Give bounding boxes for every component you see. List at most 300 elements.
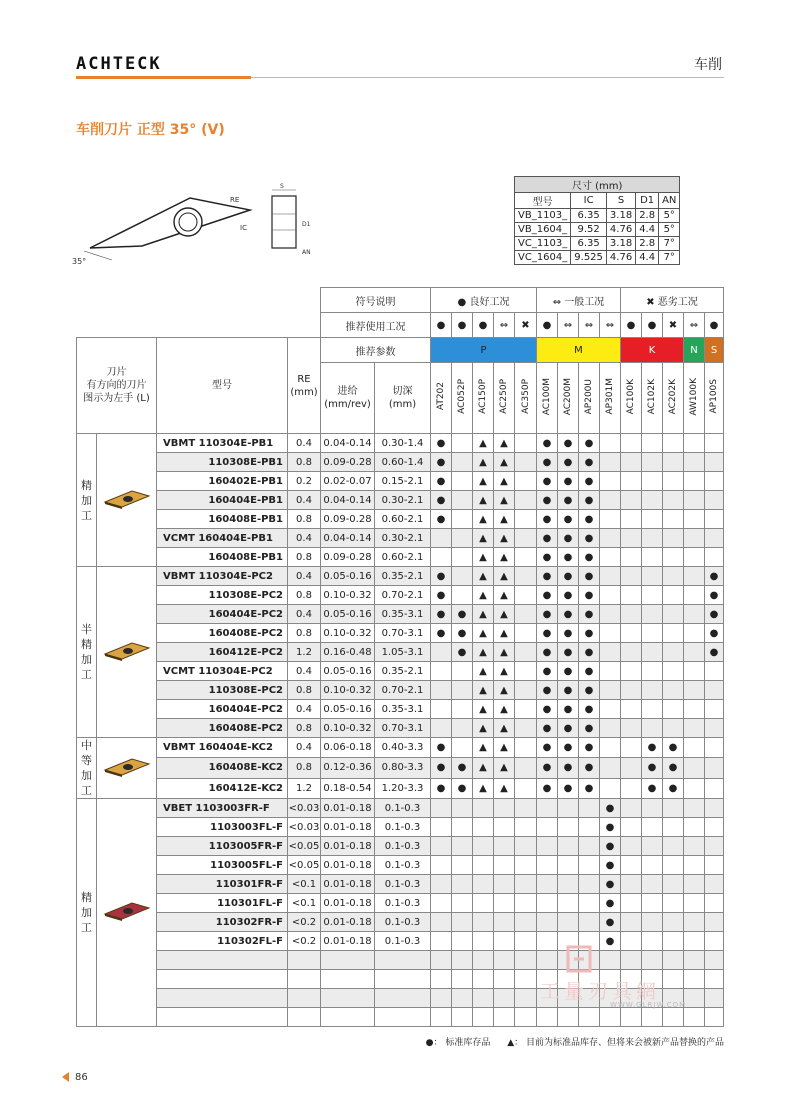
grade-mark xyxy=(537,856,558,875)
insert-image xyxy=(97,738,157,799)
dims-cell: 4.76 xyxy=(606,251,635,265)
grade-mark: ● xyxy=(642,778,663,798)
dims-cell: 3.18 xyxy=(606,237,635,251)
grade-mark: ● xyxy=(579,605,600,624)
model-cell: 160412E-KC2 xyxy=(157,778,288,798)
grade-mark xyxy=(705,738,724,758)
grade-mark xyxy=(452,586,473,605)
header-accent-rule xyxy=(76,76,251,79)
grade-mark xyxy=(642,932,663,951)
section-label: 车削 xyxy=(694,57,722,73)
grade-mark xyxy=(663,856,684,875)
grade-mark xyxy=(663,1008,684,1027)
grade-mark xyxy=(600,586,621,605)
grade-mark xyxy=(705,472,724,491)
grade-mark xyxy=(515,989,537,1008)
grade-mark xyxy=(621,643,642,662)
model-cell: VBMT 160404E-KC2 xyxy=(157,738,288,758)
insert-photo-icon xyxy=(102,640,152,662)
grade-mark xyxy=(642,951,663,970)
grade-mark: ▲ xyxy=(473,624,494,643)
grade-mark: ● xyxy=(431,605,452,624)
grade-mark: ● xyxy=(558,548,579,567)
grade-mark xyxy=(642,624,663,643)
grade-mark xyxy=(684,434,705,453)
grade-mark xyxy=(705,932,724,951)
page-number-area xyxy=(62,1072,88,1083)
grade-mark xyxy=(537,1008,558,1027)
re-cell: 0.4 xyxy=(288,491,321,510)
grade-mark: ▲ xyxy=(473,700,494,719)
insert-hole-outer xyxy=(174,208,202,236)
depth-cell xyxy=(375,970,431,989)
grade-mark xyxy=(515,662,537,681)
grade-mark xyxy=(642,472,663,491)
grade-mark xyxy=(705,1008,724,1027)
model-cell: 160408E-PB1 xyxy=(157,548,288,567)
grade-mark: ● xyxy=(642,738,663,758)
model-cell: VCMT 160404E-PB1 xyxy=(157,529,288,548)
symbol-general: ⇔ 一般工况 xyxy=(537,288,621,313)
grade-mark xyxy=(452,453,473,472)
depth-cell: 0.40-3.3 xyxy=(375,738,431,758)
symbol-bad: ✖ 恶劣工况 xyxy=(621,288,724,313)
dims-cell: 7° xyxy=(659,237,680,251)
grade-mark xyxy=(579,856,600,875)
table-row xyxy=(77,605,724,624)
grade-mark xyxy=(705,799,724,818)
grade-mark xyxy=(621,932,642,951)
re-cell: <0.05 xyxy=(288,856,321,875)
grade-mark xyxy=(579,1008,600,1027)
grade-mark: ● xyxy=(579,778,600,798)
grade-mark xyxy=(600,681,621,700)
label-s: S xyxy=(280,183,284,190)
re-cell: <0.2 xyxy=(288,913,321,932)
depth-cell: 0.60-1.4 xyxy=(375,453,431,472)
grade-mark: ● xyxy=(558,605,579,624)
grade-mark xyxy=(494,932,515,951)
grade-mark xyxy=(473,799,494,818)
grade-mark xyxy=(684,605,705,624)
condition-symbol: ✖ xyxy=(515,313,537,338)
condition-symbol: ● xyxy=(642,313,663,338)
grade-mark xyxy=(642,605,663,624)
watermark-logo xyxy=(540,945,620,979)
grade-mark xyxy=(663,719,684,738)
grade-label: AC202K xyxy=(668,378,678,415)
grade-mark xyxy=(642,434,663,453)
grade-mark: ● xyxy=(537,434,558,453)
depth-cell: 0.60-2.1 xyxy=(375,548,431,567)
grade-mark: ● xyxy=(558,624,579,643)
grade-mark xyxy=(515,758,537,778)
grade-mark xyxy=(515,951,537,970)
grade-mark xyxy=(600,738,621,758)
grade-mark xyxy=(431,700,452,719)
grade-mark xyxy=(452,700,473,719)
grade-mark xyxy=(642,719,663,738)
table-row xyxy=(77,529,724,548)
brand-logo: ACHTECK xyxy=(76,54,162,74)
grade-ac200m xyxy=(558,363,579,434)
depth-cell: 0.70-2.1 xyxy=(375,586,431,605)
grade-mark xyxy=(705,681,724,700)
grade-mark xyxy=(494,1008,515,1027)
grade-mark xyxy=(621,1008,642,1027)
grade-mark xyxy=(452,989,473,1008)
grade-mark xyxy=(600,624,621,643)
grade-mark xyxy=(684,1008,705,1027)
model-cell: 1103005FL-F xyxy=(157,856,288,875)
grade-mark xyxy=(558,799,579,818)
dims-cell: 2.8 xyxy=(636,209,659,223)
grade-mark: ● xyxy=(600,932,621,951)
grade-mark xyxy=(558,913,579,932)
grade-mark: ▲ xyxy=(494,738,515,758)
re-cell: <0.03 xyxy=(288,818,321,837)
grade-mark xyxy=(642,567,663,586)
re-cell: 0.4 xyxy=(288,662,321,681)
label-an: AN xyxy=(302,249,311,256)
grade-mark xyxy=(642,491,663,510)
depth-cell: 0.60-2.1 xyxy=(375,510,431,529)
model-cell: VBMT 110304E-PB1 xyxy=(157,434,288,453)
dimensions-table xyxy=(514,176,680,265)
grade-mark: ▲ xyxy=(494,510,515,529)
feed-header: 进给 (mm/rev) xyxy=(321,363,375,434)
grade-mark xyxy=(452,818,473,837)
grade-mark: ● xyxy=(537,662,558,681)
re-cell xyxy=(288,1008,321,1027)
grade-mark xyxy=(705,491,724,510)
grade-mark xyxy=(452,662,473,681)
grade-mark xyxy=(705,951,724,970)
grade-mark xyxy=(684,989,705,1008)
grade-mark xyxy=(621,894,642,913)
grade-mark xyxy=(494,970,515,989)
grade-mark xyxy=(684,643,705,662)
insert-side-view xyxy=(272,196,296,248)
model-cell: 160408E-PC2 xyxy=(157,719,288,738)
grade-mark: ● xyxy=(600,856,621,875)
grade-mark xyxy=(452,510,473,529)
re-cell: 0.4 xyxy=(288,567,321,586)
feed-cell: 0.02-0.07 xyxy=(321,472,375,491)
insert-image xyxy=(97,799,157,1027)
grade-mark xyxy=(705,818,724,837)
dims-header-2: S xyxy=(606,193,635,209)
grade-mark: ▲ xyxy=(494,643,515,662)
insert-photo-icon xyxy=(102,756,152,778)
grade-mark: ● xyxy=(537,586,558,605)
re-cell: <0.1 xyxy=(288,875,321,894)
grade-mark: ● xyxy=(537,453,558,472)
grade-mark: ▲ xyxy=(494,778,515,798)
insert-image xyxy=(97,434,157,567)
condition-symbol: ● xyxy=(621,313,642,338)
grade-mark xyxy=(705,989,724,1008)
grade-mark: ▲ xyxy=(494,567,515,586)
feed-cell: 0.16-0.48 xyxy=(321,643,375,662)
insert-outline xyxy=(90,198,250,248)
legend xyxy=(412,1035,724,1048)
grade-mark: ▲ xyxy=(494,434,515,453)
grade-mark xyxy=(600,548,621,567)
grade-selection-table xyxy=(76,287,724,1027)
grade-mark xyxy=(515,837,537,856)
grade-mark xyxy=(579,913,600,932)
grade-mark: ● xyxy=(452,758,473,778)
condition-symbol: ⇔ xyxy=(579,313,600,338)
grade-mark xyxy=(705,510,724,529)
feed-cell: 0.01-0.18 xyxy=(321,818,375,837)
feed-cell: 0.10-0.32 xyxy=(321,681,375,700)
grade-mark xyxy=(452,951,473,970)
insert-photo-icon xyxy=(102,900,152,922)
table-row xyxy=(77,738,724,758)
grade-mark: ▲ xyxy=(473,586,494,605)
grade-mark: ● xyxy=(452,778,473,798)
grade-mark: ● xyxy=(579,624,600,643)
re-cell: <0.05 xyxy=(288,837,321,856)
grade-mark xyxy=(705,548,724,567)
grade-mark: ● xyxy=(579,643,600,662)
grade-mark xyxy=(621,529,642,548)
grade-mark xyxy=(663,643,684,662)
grade-mark xyxy=(600,719,621,738)
grade-mark: ● xyxy=(558,738,579,758)
grade-mark xyxy=(684,491,705,510)
grade-mark: ● xyxy=(579,758,600,778)
material-group-n: N xyxy=(684,338,705,363)
grade-mark: ● xyxy=(431,453,452,472)
params-header: 推荐参数 xyxy=(321,338,431,363)
grade-mark xyxy=(515,894,537,913)
table-row xyxy=(77,913,724,932)
grade-mark xyxy=(642,875,663,894)
grade-mark: ● xyxy=(600,875,621,894)
re-cell xyxy=(288,951,321,970)
table-row xyxy=(77,681,724,700)
grade-ac350p xyxy=(515,363,537,434)
grade-mark xyxy=(452,529,473,548)
grade-label: AP200U xyxy=(584,378,594,415)
grade-mark xyxy=(600,453,621,472)
depth-cell: 0.70-2.1 xyxy=(375,681,431,700)
dims-cell: 5° xyxy=(659,209,680,223)
grade-mark xyxy=(473,818,494,837)
grade-mark xyxy=(705,719,724,738)
table-row xyxy=(77,510,724,529)
grade-mark xyxy=(684,758,705,778)
grade-mark xyxy=(431,529,452,548)
condition-symbol: ⇔ xyxy=(600,313,621,338)
grade-mark xyxy=(558,856,579,875)
grade-mark: ● xyxy=(537,624,558,643)
grade-mark: ▲ xyxy=(494,681,515,700)
grade-mark xyxy=(621,453,642,472)
grade-mark xyxy=(431,719,452,738)
re-cell xyxy=(288,970,321,989)
table-row xyxy=(77,951,724,970)
grade-mark: ● xyxy=(452,605,473,624)
grade-mark: ● xyxy=(431,586,452,605)
grade-mark xyxy=(684,453,705,472)
grade-mark: ● xyxy=(558,586,579,605)
condition-symbol: ⇔ xyxy=(494,313,515,338)
grade-mark: ● xyxy=(579,662,600,681)
dims-cell: 5° xyxy=(659,223,680,237)
grade-mark xyxy=(537,818,558,837)
grade-label: AC102K xyxy=(647,378,657,415)
grade-mark: ● xyxy=(558,643,579,662)
grade-mark xyxy=(684,510,705,529)
dims-cell: 3.18 xyxy=(606,209,635,223)
grade-mark xyxy=(642,818,663,837)
grade-mark xyxy=(431,989,452,1008)
grade-mark xyxy=(494,875,515,894)
page-title: 车削刀片 正型 35° (V) xyxy=(76,122,225,138)
grade-mark xyxy=(684,875,705,894)
grade-mark xyxy=(684,778,705,798)
re-cell: 0.8 xyxy=(288,719,321,738)
grade-mark xyxy=(452,875,473,894)
grade-mark xyxy=(705,434,724,453)
model-cell: VBET 1103003FR-F xyxy=(157,799,288,818)
material-group-k: K xyxy=(621,338,684,363)
grade-mark xyxy=(705,856,724,875)
grade-mark xyxy=(684,951,705,970)
grade-mark xyxy=(705,970,724,989)
grade-mark xyxy=(431,894,452,913)
grade-mark: ● xyxy=(537,778,558,798)
grade-mark xyxy=(515,510,537,529)
grade-mark xyxy=(684,913,705,932)
label-ic: IC xyxy=(240,224,247,232)
grade-at202 xyxy=(431,363,452,434)
grade-mark: ● xyxy=(452,624,473,643)
grade-mark xyxy=(431,856,452,875)
grade-ac102k xyxy=(642,363,663,434)
grade-mark: ● xyxy=(537,548,558,567)
grade-mark: ● xyxy=(431,472,452,491)
grade-mark: ● xyxy=(558,529,579,548)
grade-mark xyxy=(684,738,705,758)
table-row xyxy=(77,567,724,586)
re-cell: 0.8 xyxy=(288,453,321,472)
legend-replace: ▲： 目前为标准品库存、但将来会被新产品替换的产品 xyxy=(507,1038,724,1048)
grade-mark: ● xyxy=(579,434,600,453)
grade-mark: ● xyxy=(579,548,600,567)
table-row xyxy=(77,491,724,510)
table-row xyxy=(77,1008,724,1027)
table-row xyxy=(77,837,724,856)
grade-mark xyxy=(642,1008,663,1027)
grade-mark xyxy=(579,818,600,837)
depth-cell: 0.35-3.1 xyxy=(375,700,431,719)
dims-cell: VC_1103_ xyxy=(515,237,571,251)
grade-mark: ● xyxy=(537,758,558,778)
grade-mark: ▲ xyxy=(494,700,515,719)
model-cell: 160412E-PC2 xyxy=(157,643,288,662)
grade-mark xyxy=(515,856,537,875)
grade-mark xyxy=(579,837,600,856)
condition-symbol: ⇔ xyxy=(558,313,579,338)
grade-mark xyxy=(684,681,705,700)
grade-mark xyxy=(473,989,494,1008)
grade-label: AT202 xyxy=(436,382,446,411)
grade-mark: ● xyxy=(558,700,579,719)
grade-mark xyxy=(515,681,537,700)
depth-cell: 0.80-3.3 xyxy=(375,758,431,778)
grade-mark xyxy=(621,951,642,970)
grade-mark: ● xyxy=(431,434,452,453)
grade-mark: ▲ xyxy=(473,453,494,472)
grade-mark xyxy=(431,1008,452,1027)
dims-row xyxy=(515,251,680,265)
grade-mark xyxy=(705,662,724,681)
dims-header-row xyxy=(515,193,680,209)
feed-cell xyxy=(321,970,375,989)
grade-mark xyxy=(515,624,537,643)
depth-cell xyxy=(375,951,431,970)
grade-mark xyxy=(705,453,724,472)
depth-cell: 0.1-0.3 xyxy=(375,818,431,837)
grade-mark xyxy=(705,894,724,913)
grade-label: AC150P xyxy=(478,379,488,414)
grade-mark: ● xyxy=(705,605,724,624)
grade-ap301m xyxy=(600,363,621,434)
grade-mark: ● xyxy=(537,681,558,700)
grade-mark: ● xyxy=(452,643,473,662)
grade-mark: ▲ xyxy=(473,529,494,548)
table-row xyxy=(77,453,724,472)
grade-mark xyxy=(431,662,452,681)
grade-mark: ▲ xyxy=(494,453,515,472)
grade-mark xyxy=(642,856,663,875)
grade-mark xyxy=(452,970,473,989)
grade-mark xyxy=(600,700,621,719)
grade-aw100k xyxy=(684,363,705,434)
depth-cell: 0.30-2.1 xyxy=(375,491,431,510)
re-cell: 0.8 xyxy=(288,510,321,529)
grade-mark: ● xyxy=(558,472,579,491)
grade-mark xyxy=(515,643,537,662)
re-cell: <0.2 xyxy=(288,932,321,951)
grade-mark xyxy=(642,913,663,932)
grade-mark xyxy=(452,719,473,738)
grade-mark: ● xyxy=(558,778,579,798)
grade-mark xyxy=(473,875,494,894)
model-cell: 160408E-KC2 xyxy=(157,758,288,778)
feed-cell: 0.01-0.18 xyxy=(321,875,375,894)
grade-mark: ● xyxy=(537,510,558,529)
grade-mark: ▲ xyxy=(473,738,494,758)
table-row xyxy=(77,643,724,662)
depth-cell: 0.1-0.3 xyxy=(375,913,431,932)
dims-row xyxy=(515,237,680,251)
re-cell: 0.8 xyxy=(288,586,321,605)
feed-cell: 0.05-0.16 xyxy=(321,605,375,624)
dims-cell: 6.35 xyxy=(571,209,607,223)
grade-mark xyxy=(515,818,537,837)
grade-mark: ● xyxy=(579,453,600,472)
grade-mark: ▲ xyxy=(494,548,515,567)
grade-mark xyxy=(431,681,452,700)
grade-mark xyxy=(558,818,579,837)
grade-mark xyxy=(431,837,452,856)
